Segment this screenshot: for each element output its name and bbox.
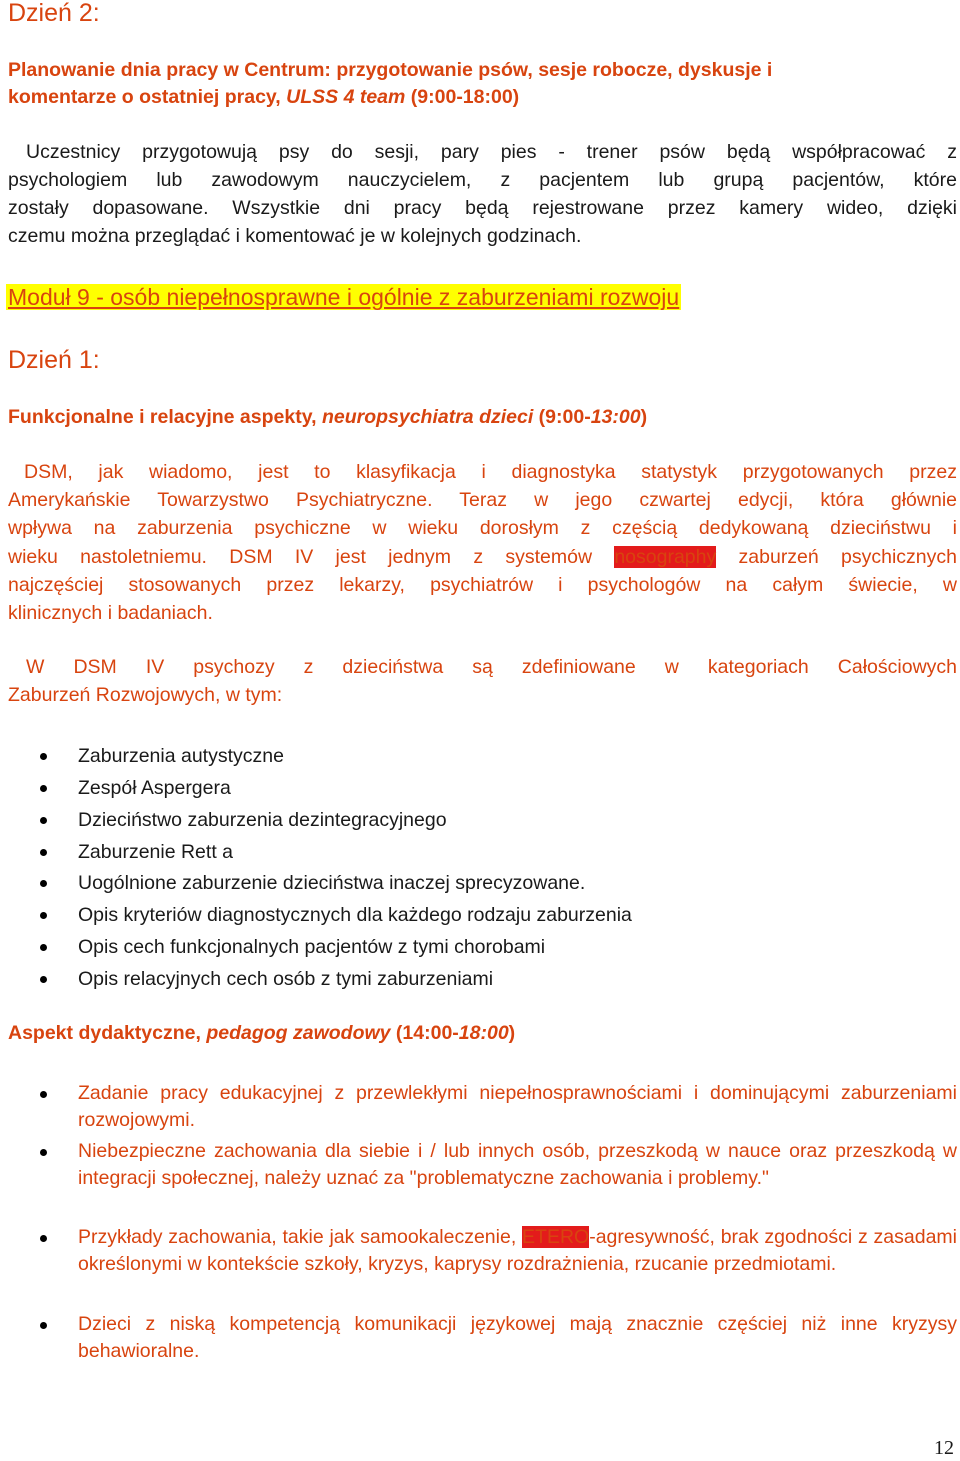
functional-heading-time-start: (9:00- bbox=[533, 406, 591, 428]
dsm-line-5: najczęściej stosowanych przez lekarzy, psychiatrów i psychologów na całym świecie, w bbox=[8, 574, 957, 596]
module-title bbox=[6, 284, 681, 312]
module-title-text: Moduł 9 - osób niepełnosprawne i ogólnie z zaburzeniami rozwoju bbox=[8, 284, 680, 310]
dsm-line-4-post: zaburzeń psychicznych bbox=[716, 546, 957, 568]
etero-highlight: ETERO bbox=[522, 1226, 590, 1248]
intro-line-4: czemu można przeglądać i komentować je w kolejnych godzinach. bbox=[8, 225, 582, 247]
dsm4-line-2: Zaburzeń Rozwojowych, w tym: bbox=[8, 684, 283, 706]
bullet-icon bbox=[40, 1149, 47, 1156]
planning-heading-team: ULSS 4 team bbox=[286, 86, 406, 108]
didactic-item-3-post: -agresywność, brak zgodności z zasadami określonymi w kontekście szkoły, kryzys, kaprysy rozdrażnienia, rzucanie przedmiotami. bbox=[78, 1226, 957, 1275]
functional-heading-role: neuropsychiatra dzieci bbox=[321, 406, 534, 428]
functional-heading bbox=[8, 404, 647, 430]
planning-heading-line-2 bbox=[8, 84, 519, 110]
list-item-text: Zespół Aspergera bbox=[78, 777, 231, 799]
list-item-text: Zaburzenie Rett a bbox=[78, 841, 234, 863]
planning-heading-text: komentarze o ostatniej pracy, bbox=[8, 86, 287, 108]
bullet-icon bbox=[40, 1235, 47, 1242]
didactic-heading-time-end: 18:00 bbox=[458, 1022, 509, 1044]
didactic-item-4: Dzieci z niską kompetencją komunikacji językowej mają znacznie częściej niż inne kryzysy behawioralne. bbox=[78, 1313, 957, 1362]
dsm4-line-1: W DSM IV psychozy z dzieciństwa są zdefiniowane w kategoriach Całościowych bbox=[26, 656, 957, 678]
functional-heading-time-close: ) bbox=[640, 406, 648, 428]
didactic-item-1: Zadanie pracy edukacyjnej z przewlekłymi niepełnosprawnościami i dominującymi zaburzeniami rozwojowymi. bbox=[78, 1082, 957, 1131]
didactic-heading-text: Aspekt dydaktyczne, bbox=[8, 1022, 207, 1044]
planning-heading-time: (9:00-18:00) bbox=[405, 86, 520, 108]
day-2-number: 2: bbox=[78, 0, 100, 27]
bullet-icon bbox=[40, 817, 47, 824]
dsm-line-6: klinicznych i badaniach. bbox=[8, 602, 213, 624]
page-number: 12 bbox=[934, 1437, 954, 1459]
didactic-heading bbox=[8, 1020, 515, 1046]
day-1-heading bbox=[8, 347, 100, 373]
dsm-line-1: DSM, jak wiadomo, jest to klasyfikacja i diagnostyka statystyk przygotowanych przez bbox=[24, 461, 957, 483]
didactic-heading-time-start: (14:00- bbox=[390, 1022, 459, 1044]
bullet-icon bbox=[40, 976, 47, 983]
dsm-line-2: Amerykańskie Towarzystwo Psychiatryczne. Teraz w jego czwartej edycji, która głównie bbox=[8, 489, 957, 511]
bullet-icon bbox=[40, 753, 47, 760]
bullet-icon bbox=[40, 1091, 47, 1098]
bullet-icon bbox=[40, 944, 47, 951]
bullet-icon bbox=[40, 912, 47, 919]
list-item-text: Opis relacyjnych cech osób z tymi zaburzeniami bbox=[78, 968, 494, 990]
planning-heading-line-1: Planowanie dnia pracy w Centrum: przygotowanie psów, sesje robocze, dyskusje i bbox=[8, 59, 773, 81]
didactic-item-2: Niebezpieczne zachowania dla siebie i / lub innych osób, przeszkodą w nauce oraz przeszkodą w integracji społecznej, należy uznać za "problematyczne zachowania i problemy." bbox=[78, 1140, 957, 1189]
didactic-heading-time-close: ) bbox=[508, 1022, 516, 1044]
bullet-icon bbox=[40, 849, 47, 856]
list-item-text: Zaburzenia autystyczne bbox=[78, 745, 284, 767]
didactic-heading-role: pedagog zawodowy bbox=[206, 1022, 391, 1044]
nosography-highlight: nosography bbox=[614, 546, 717, 568]
day-1-number: 1: bbox=[78, 346, 100, 374]
day-2-word: Dzień bbox=[8, 0, 72, 27]
list-item-text: Opis kryteriów diagnostycznych dla każdego rodzaju zaburzenia bbox=[78, 904, 632, 926]
didactic-item-3 bbox=[78, 1224, 957, 1278]
day-1-word: Dzień bbox=[8, 346, 72, 374]
bullet-icon bbox=[40, 1322, 47, 1329]
functional-heading-time-end: 13:00 bbox=[590, 406, 641, 428]
functional-heading-text: Funkcjonalne i relacyjne aspekty, bbox=[8, 406, 322, 428]
didactic-item-3-pre: Przykłady zachowania, takie jak samookaleczenie, bbox=[78, 1226, 523, 1248]
bullet-icon bbox=[40, 880, 47, 887]
dsm-line-4-pre: wieku nastoletniemu. DSM IV jest jednym z systemów bbox=[8, 546, 615, 568]
list-item-text: Dzieciństwo zaburzenia dezintegracyjnego bbox=[78, 809, 447, 831]
intro-line-2: psychologiem lub zawodowym nauczycielem, z pacjentem lub grupą pacjentów, które bbox=[8, 169, 957, 191]
day-2-heading bbox=[8, 0, 100, 26]
list-item-text: Opis cech funkcjonalnych pacjentów z tymi chorobami bbox=[78, 936, 546, 958]
bullet-icon bbox=[40, 785, 47, 792]
intro-line-3: zostały dopasowane. Wszystkie dni pracy będą rejestrowane przez kamery wideo, dzięki bbox=[8, 197, 957, 219]
dsm-line-3: wpływa na zaburzenia psychiczne w wieku dorosłym z częścią dedykowaną dzieciństwu i bbox=[8, 517, 957, 539]
dsm-line-4 bbox=[8, 544, 957, 570]
list-item-text: Uogólnione zaburzenie dzieciństwa inaczej sprecyzowane. bbox=[78, 872, 586, 894]
intro-line-1: Uczestnicy przygotowują psy do sesji, pary pies - trener psów będą współpracować z bbox=[26, 141, 957, 163]
